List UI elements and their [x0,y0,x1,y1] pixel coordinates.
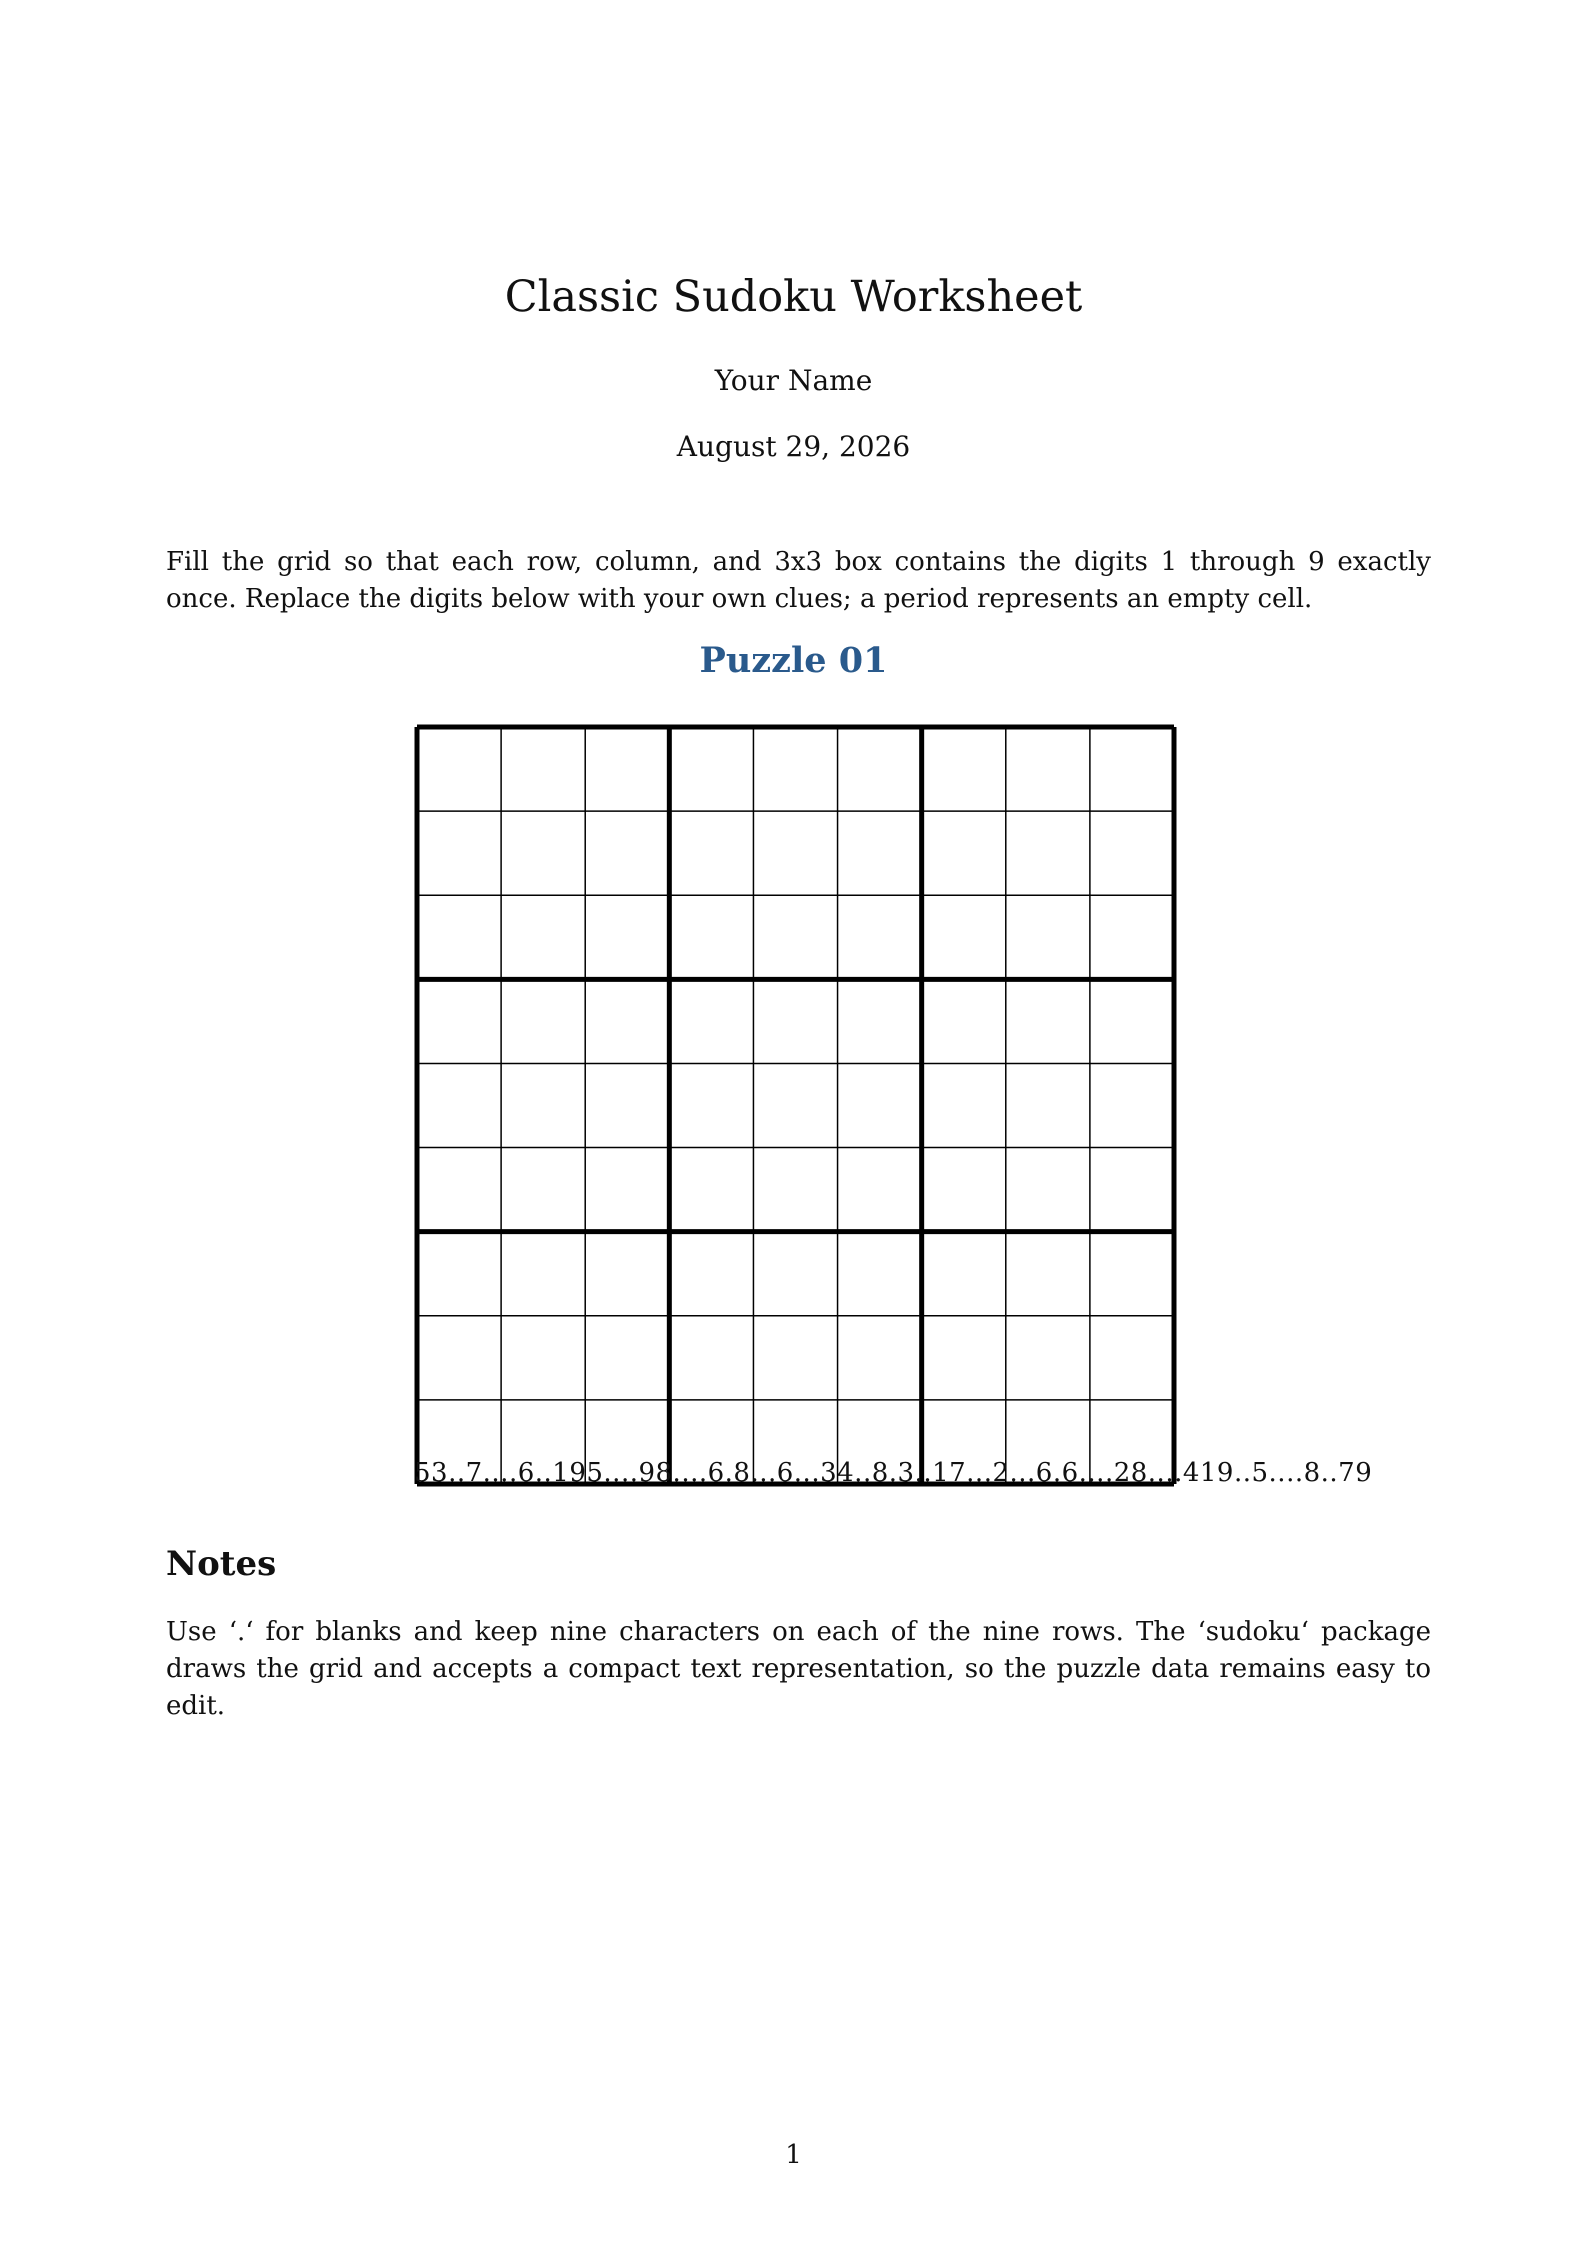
document-author: Your Name [714,364,873,397]
document-title: Classic Sudoku Worksheet [504,272,1083,322]
sudoku-grid [414,724,1177,1487]
intro-paragraph: Fill the grid so that each row, column, and 3x3 box contains the digits 1 through 9 exactly once. Replace the digits below with your own clues; a period represents an empty cell. [166,547,1431,614]
puzzle-clue-string: 53..7....6..195....98....6.8...6...34..8.3..17...2...6.6....28....419..5....8..79 [414,1458,1373,1488]
document-date: August 29, 2026 [676,430,911,463]
sudoku-grid-lines [414,724,1177,1487]
page-number: 1 [785,2140,802,2170]
notes-heading: Notes [166,1544,277,1584]
notes-body: Use ‘.‘ for blanks and keep nine characters on each of the nine rows. The ‘sudoku‘ package draws the grid and accepts a compact text representation, so the puzzle data remains easy to edit. [166,1617,1431,1721]
puzzle-heading: Puzzle 01 [699,640,888,681]
